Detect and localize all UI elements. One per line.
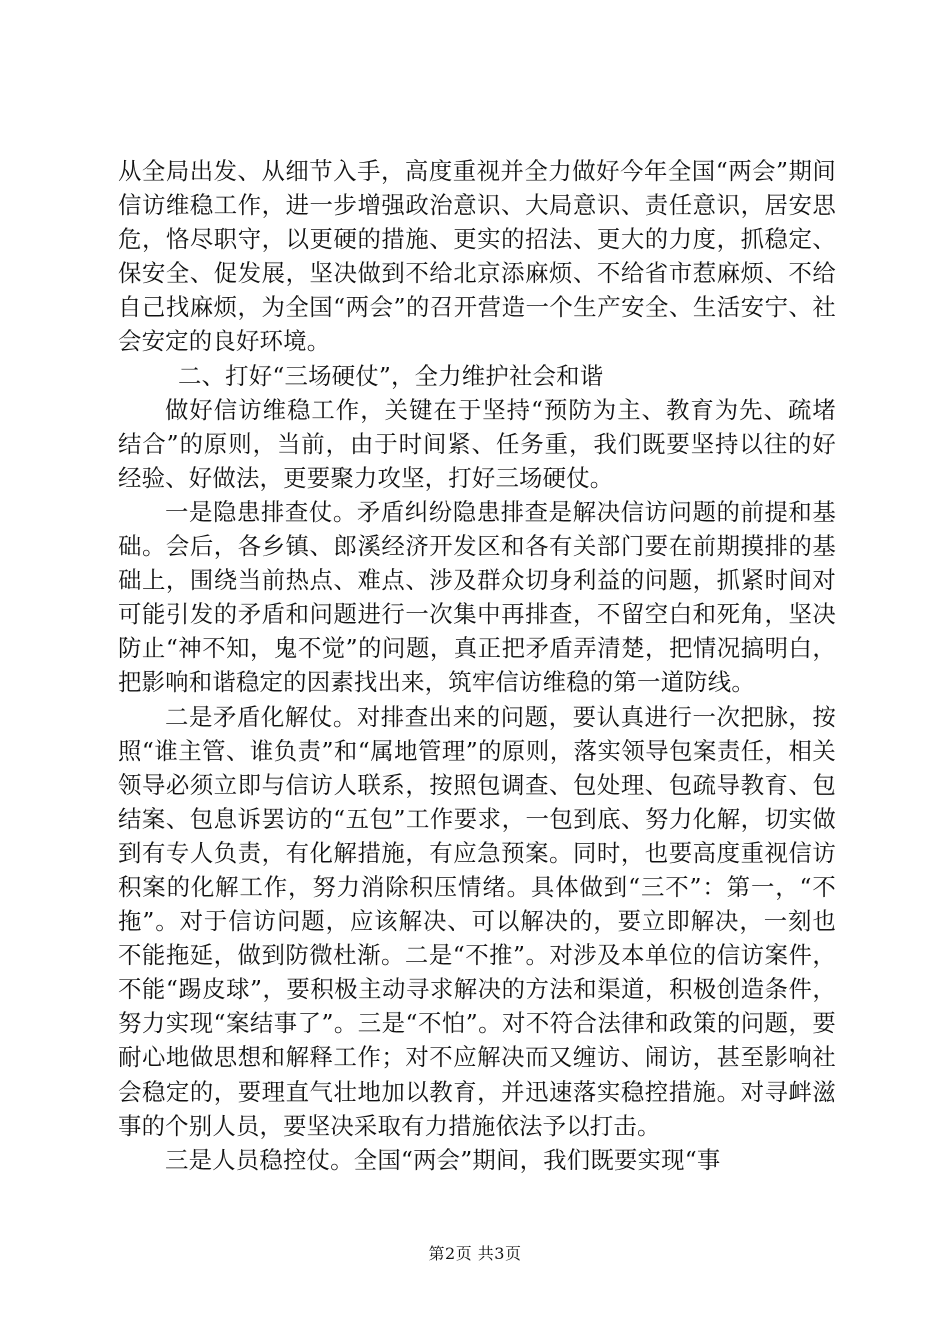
section-heading: 二、打好“三场硬仗”，全力维护社会和谐 (178, 361, 604, 390)
paragraph-personnel-control: 三是人员稳控仗。全国“两会”期间，我们既要实现“事 (165, 1145, 721, 1174)
paragraph-continuation: 从全局出发、从细节入手，高度重视并全力做好今年全国“两会”期间信访维稳工作，进一步增强政治意识、大局意识、责任意识，居安思危，恪尽职守，以更硬的措施、更实的招法、更大的力度，抓稳定、保安全、促发展，坚决做到不给北京添麻烦、不给省市惹麻烦、不给自己找麻烦，为全国“两会”的召开营造一个生产安全、生活安宁、社会安定的良好环境。 (118, 157, 836, 356)
paragraph-hazard-screening: 一是隐患排查仗。矛盾纠纷隐患排查是解决信访问题的前提和基础。会后，各乡镇、郎溪经济开发区和各有关部门要在前期摸排的基础上，围绕当前热点、难点、涉及群众切身利益的问题，抓紧时间对可能引发的矛盾和问题进行一次集中再排查，不留空白和死角，坚决防止“神不知，鬼不觉”的问题，真正把矛盾弄清楚，把情况搞明白，把影响和谐稳定的因素找出来，筑牢信访维稳的第一道防线。 (118, 497, 836, 697)
paragraph-conflict-resolution: 二是矛盾化解仗。对排查出来的问题，要认真进行一次把脉，按照“谁主管、谁负责”和“属地管理”的原则，落实领导包案责任，相关领导必须立即与信访人联系，按照包调查、包处理、包疏导教育、包结案、包息诉罢访的“五包”工作要求，一包到底、努力化解，切实做到有专人负责，有化解措施，有应急预案。同时，也要高度重视信访积案的化解工作，努力消除积压情绪。具体做到“三不”：第一，“不拖”。对于信访问题，应该解决、可以解决的，要立即解决，一刻也不能拖延，做到防微杜渐。二是“不推”。对涉及本单位的信访案件，不能“踢皮球”，要积极主动寻求解决的方法和渠道，积极创造条件，努力实现“案结事了”。三是“不怕”。对不符合法律和政策的问题，要耐心地做思想和解释工作；对不应解决而又缠访、闹访，甚至影响社会稳定的，要理直气壮地加以教育，并迅速落实稳控措施。对寻衅滋事的个别人员，要坚决采取有力措施依法予以打击。 (118, 702, 836, 1140)
document-body (118, 154, 836, 1177)
paragraph-principles: 做好信访维稳工作，关键在于坚持“预防为主、教育为先、疏堵结合”的原则，当前，由于时间紧、任务重，我们既要坚持以往的好经验、好做法，更要聚力攻坚，打好三场硬仗。 (118, 395, 836, 492)
page-footer: 第2页 共3页 (428, 1244, 522, 1263)
